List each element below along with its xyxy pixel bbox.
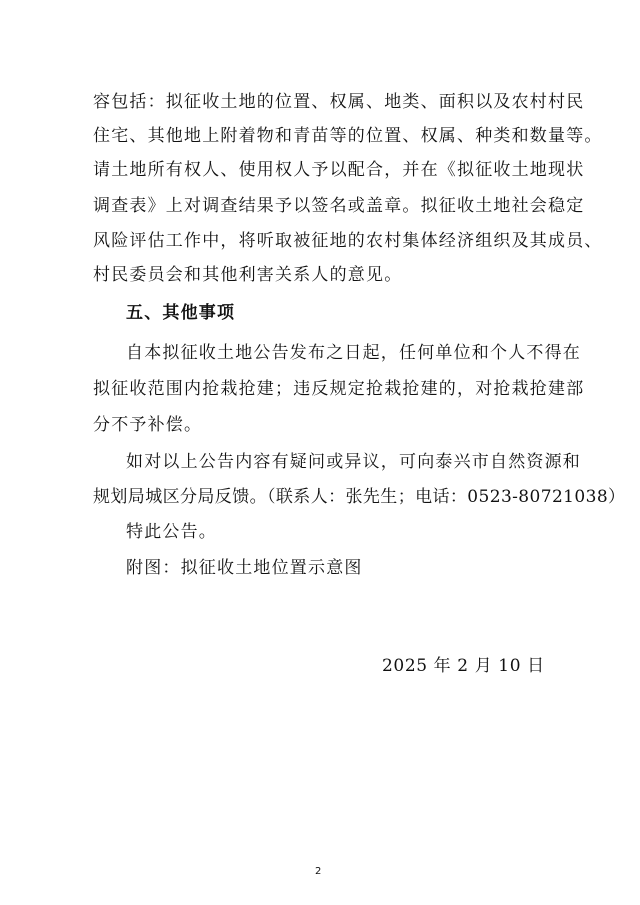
body-text-line: 请土地所有权人、使用权人予以配合，并在《拟征收土地现状: [93, 160, 585, 180]
body-text-line: 自本拟征收土地公告发布之日起，任何单位和个人不得在: [126, 343, 581, 363]
section-heading: 五、其他事项: [126, 303, 236, 323]
body-text-line: 住宅、其他地上附着物和青苗等的位置、权属、种类和数量等。: [93, 126, 603, 146]
attachment-text: 附图：拟征收土地位置示意图: [126, 558, 363, 578]
body-text-line: 容包括：拟征收土地的位置、权属、地类、面积以及农村村民: [93, 92, 585, 112]
contact-info-line: 规划局城区分局反馈。（联系人：张先生；电话：0523-80721038）: [93, 487, 626, 507]
page-number: 2: [315, 866, 322, 877]
document-date: 2025 年 2 月 10 日: [382, 656, 545, 676]
body-text-line: 如对以上公告内容有疑问或异议，可向泰兴市自然资源和: [126, 452, 581, 472]
body-text-line: 村民委员会和其他利害关系人的意见。: [93, 265, 403, 285]
body-text-line: 分不予补偿。: [93, 415, 203, 435]
body-text-line: 风险评估工作中，将听取被征地的农村集体经济组织及其成员、: [93, 231, 603, 251]
body-text-line: 调查表》上对调查结果予以签名或盖章。拟征收土地社会稳定: [93, 196, 585, 216]
body-text-line: 拟征收范围内抢栽抢建；违反规定抢栽抢建的，对抢栽抢建部: [93, 379, 585, 399]
closing-text: 特此公告。: [126, 522, 217, 542]
